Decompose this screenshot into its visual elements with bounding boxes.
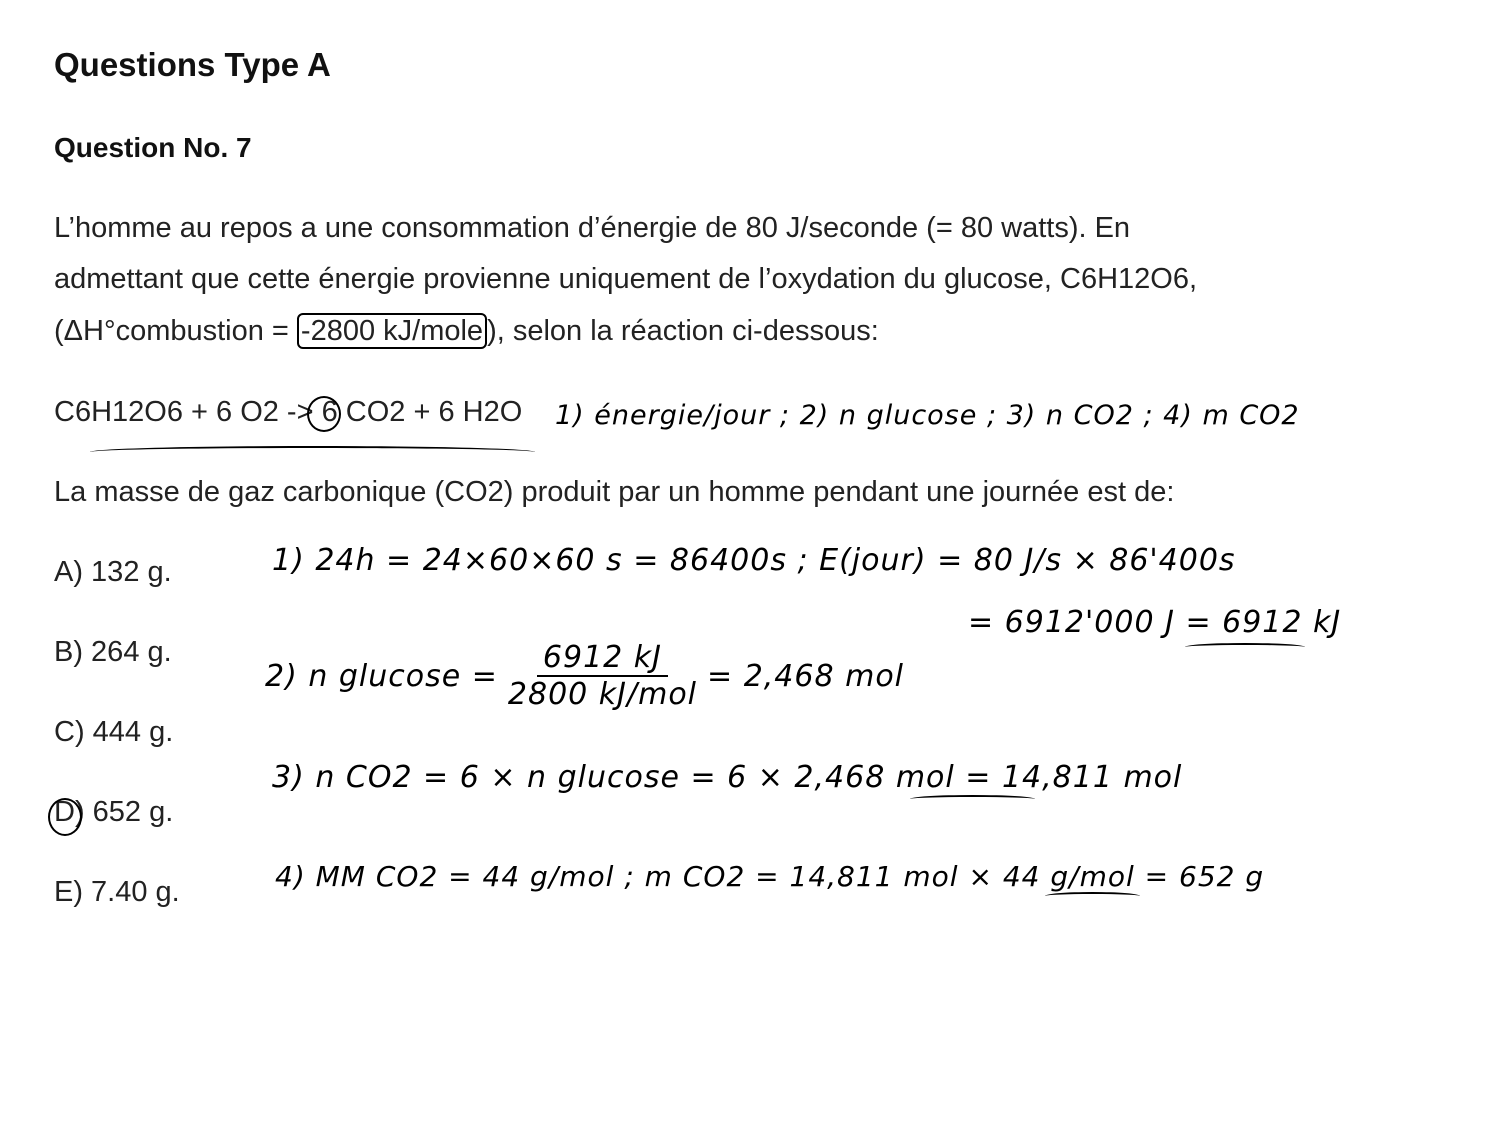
question-number-text: Question No. 7 [54, 132, 252, 163]
option-b: B) 264 g. [54, 636, 172, 668]
underline-annotation [1185, 643, 1305, 651]
option-e: E) 7.40 g. [54, 876, 180, 908]
paragraph-line-1: L’homme au repos a une consommation d’énergie de 80 J/seconde (= 80 watts). En [54, 212, 1131, 244]
handwritten-step-4: 4) MM CO2 = 44 g/mol ; m CO2 = 14,811 mol × 44 g/mol = 652 g [275, 860, 1265, 893]
paragraph-end: ), selon la réaction ci-dessous: [487, 315, 879, 347]
step2-lhs: 2) n glucose = [265, 658, 498, 694]
question-text: La masse de gaz carbonique (CO2) produit par un homme pendant une journée est de: [54, 476, 1175, 508]
paragraph-line-2: admettant que cette énergie provienne uniquement de l’oxydation du glucose, C6H12O6, [54, 263, 1198, 295]
paragraph-line-3 [54, 315, 879, 348]
option-c: C) 444 g. [54, 716, 174, 748]
underline-annotation [1045, 892, 1140, 900]
title-text: Questions Type A [54, 46, 331, 83]
handwritten-step-1a: 1) 24h = 24×60×60 s = 86400s ; E(jour) = 80 J/s × 86'400s [272, 543, 1236, 578]
handwritten-step-1b: = 6912'000 J = 6912 kJ [968, 605, 1342, 640]
enthalpy-value: -2800 kJ/mole [297, 313, 487, 349]
option-d-circle [48, 798, 82, 836]
handwritten-step-3: 3) n CO2 = 6 × n glucose = 6 × 2,468 mol = 14,811 mol [272, 760, 1183, 795]
option-a: A) 132 g. [54, 556, 172, 588]
page-title [54, 46, 331, 84]
step2-denominator: 2800 kJ/mol [507, 677, 698, 712]
underline-annotation [910, 795, 1035, 803]
handwritten-plan: 1) énergie/jour ; 2) n glucose ; 3) n CO2 ; 4) m CO2 [555, 400, 1300, 431]
circle-annotation [307, 396, 341, 432]
question-number [54, 132, 252, 164]
option-d: D) 652 g. [54, 796, 174, 828]
step2-numerator: 6912 kJ [537, 640, 668, 677]
handwritten-step-2 [265, 640, 904, 712]
enthalpy-label: (ΔH°combustion = [54, 315, 297, 347]
step2-rhs: = 2,468 mol [707, 658, 905, 694]
reaction-equation: C6H12O6 + 6 O2 -> 6 CO2 + 6 H2O [54, 396, 523, 428]
step2-fraction [508, 640, 697, 712]
underline-annotation [90, 446, 535, 458]
